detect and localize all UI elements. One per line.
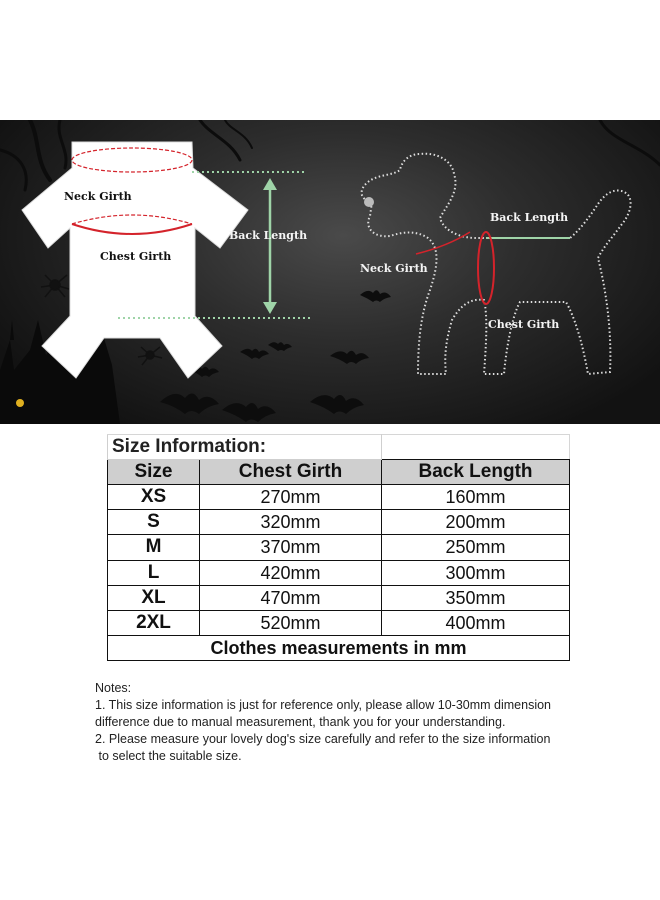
size-cell: L xyxy=(108,560,200,585)
garment-neck-girth-label: Neck Girth xyxy=(64,190,132,203)
size-diagram-banner xyxy=(0,120,660,424)
table-title-row xyxy=(108,435,570,460)
table-title-blank-cell xyxy=(382,435,570,460)
chest-cell: 370mm xyxy=(200,535,382,560)
dog-nose-icon xyxy=(364,197,374,207)
glowing-window xyxy=(16,399,24,407)
table-row xyxy=(108,510,570,535)
back-cell: 400mm xyxy=(382,610,570,635)
header-back-length: Back Length xyxy=(382,460,570,485)
notes-section xyxy=(95,680,635,765)
dog-chest-girth-label: Chest Girth xyxy=(488,318,560,331)
table-footer-row xyxy=(108,635,570,660)
back-cell: 350mm xyxy=(382,585,570,610)
size-table xyxy=(107,434,570,661)
header-size: Size xyxy=(108,460,200,485)
notes-line: difference due to manual measurement, thank you for your understanding. xyxy=(95,715,506,729)
diagram-scene xyxy=(0,120,660,424)
notes-line: to select the suitable size. xyxy=(95,749,242,763)
chest-cell: 420mm xyxy=(200,560,382,585)
dog-back-length-label: Back Length xyxy=(490,211,569,224)
chest-cell: 270mm xyxy=(200,485,382,510)
back-cell: 300mm xyxy=(382,560,570,585)
table-row xyxy=(108,610,570,635)
table-row xyxy=(108,535,570,560)
table-title: Size Information: xyxy=(108,435,382,460)
size-cell: 2XL xyxy=(108,610,200,635)
size-cell: XS xyxy=(108,485,200,510)
arrow-up-icon xyxy=(263,178,277,190)
back-cell: 160mm xyxy=(382,485,570,510)
garment-chest-girth-label: Chest Girth xyxy=(100,250,172,263)
chest-cell: 470mm xyxy=(200,585,382,610)
dog-chest-girth-line xyxy=(478,232,494,304)
garment-back-length-label: Back Length xyxy=(229,229,308,242)
back-cell: 200mm xyxy=(382,510,570,535)
header-chest-girth: Chest Girth xyxy=(200,460,382,485)
table-row xyxy=(108,585,570,610)
table-row xyxy=(108,560,570,585)
chest-cell: 520mm xyxy=(200,610,382,635)
notes-line: 2. Please measure your lovely dog's size carefully and refer to the size information xyxy=(95,732,551,746)
notes-heading: Notes: xyxy=(95,681,132,695)
chest-cell: 320mm xyxy=(200,510,382,535)
size-cell: M xyxy=(108,535,200,560)
size-cell: S xyxy=(108,510,200,535)
size-cell: XL xyxy=(108,585,200,610)
back-cell: 250mm xyxy=(382,535,570,560)
table-row xyxy=(108,485,570,510)
table-footer: Clothes measurements in mm xyxy=(108,635,570,660)
table-header-row xyxy=(108,460,570,485)
dog-neck-girth-label: Neck Girth xyxy=(360,262,428,275)
notes-line: 1. This size information is just for reference only, please allow 10-30mm dimension xyxy=(95,698,551,712)
arrow-down-icon xyxy=(263,302,277,314)
